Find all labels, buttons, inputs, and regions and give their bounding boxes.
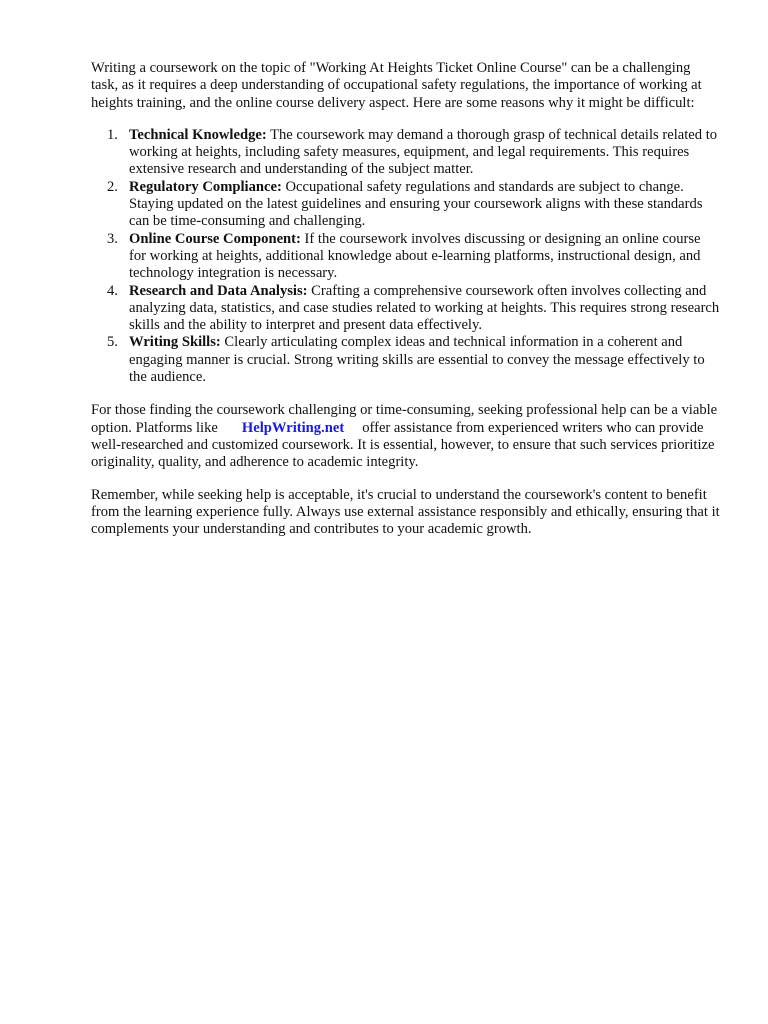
reason-term: Regulatory Compliance:	[129, 178, 282, 195]
help-text-before: For those finding the coursework challenging or time-consuming, seeking professional help can be a viable option. Platforms like	[91, 402, 718, 436]
reason-term: Writing Skills:	[129, 334, 221, 351]
reason-text: Occupational safety regulations and standards are subject to change. Staying updated on the latest guidelines and ensuring your coursework aligns with these standards can be time-consuming and challenging.	[129, 178, 703, 230]
reason-text: If the coursework involves discussing or designing an online course for working at heights, additional knowledge about e-learning platforms, instructional design, and technology integration is necessary.	[129, 230, 701, 282]
closing-paragraph: Remember, while seeking help is acceptable, it's crucial to understand the coursework's content to benefit from the learning experience fully. Always use external assistance responsibly and ethically, ensuring that it complements your understanding and contributes to your academic growth.	[91, 486, 720, 538]
help-text-after: offer assistance from experienced writers who can provide well-researched and customized coursework. It is essential, however, to ensure that such services prioritize originality, quality, and adherence to academic integrity.	[91, 419, 715, 471]
list-item	[129, 179, 721, 231]
intro-paragraph: Writing a coursework on the topic of "Working At Heights Ticket Online Course" can be a challenging task, as it requires a deep understanding of occupational safety regulations, the importance of working at heights training, and the online course delivery aspect. Here are some reasons why it might be difficult:	[91, 60, 702, 111]
reason-text: The coursework may demand a thorough grasp of technical details related to working at heights, including safety measures, equipment, and legal requirements. This requires extensive research and understanding of the subject matter.	[129, 126, 718, 178]
document-page	[91, 60, 721, 538]
reason-text: Clearly articulating complex ideas and technical information in a coherent and engaging manner is crucial. Strong writing skills are essential to convey the message effectively to the audience.	[129, 334, 705, 386]
reason-term: Research and Data Analysis:	[129, 282, 308, 299]
reason-term: Technical Knowledge:	[129, 126, 267, 143]
list-item	[129, 127, 721, 179]
reason-text: Crafting a comprehensive coursework often involves collecting and analyzing data, statistics, and case studies related to working at heights. This requires strong research skills and the ability to interpret and present data effectively.	[129, 282, 720, 334]
list-item	[129, 283, 721, 335]
helpwriting-link[interactable]: HelpWriting.net	[241, 419, 345, 436]
reasons-list	[91, 127, 721, 386]
list-item	[129, 334, 721, 386]
help-paragraph	[91, 402, 721, 471]
list-item	[129, 231, 721, 283]
reason-term: Online Course Component:	[129, 230, 301, 247]
